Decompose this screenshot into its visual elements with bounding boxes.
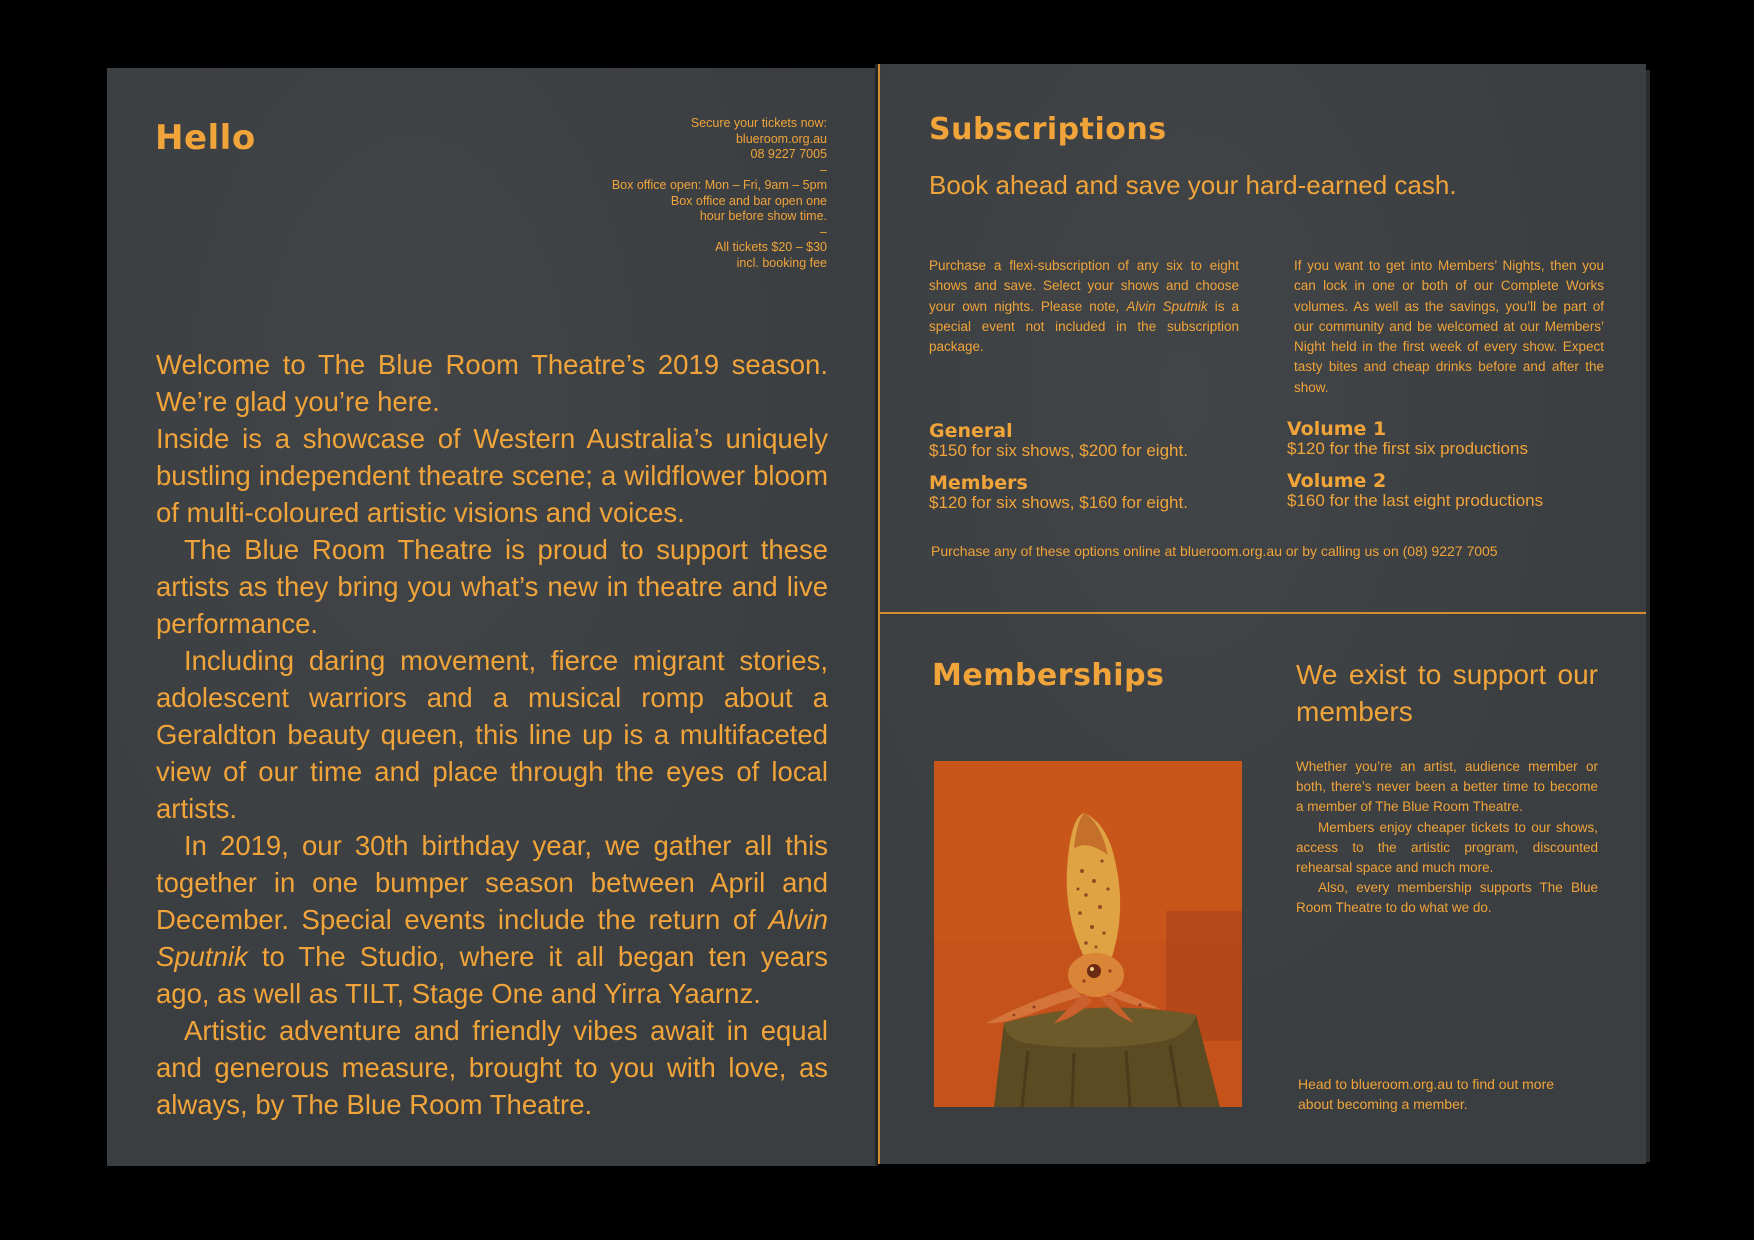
intro-paragraph: The Blue Room Theatre is proud to support these artists as they bring you what’s new in theatre and live performance. xyxy=(156,534,828,639)
ticket-price: All tickets $20 – $30 xyxy=(715,240,827,254)
intro-paragraph: Artistic adventure and friendly vibes await in equal and generous measure, brought to you with love, as always, by The Blue Room Theatre. xyxy=(156,1015,828,1120)
vertical-rule xyxy=(878,64,880,1164)
intro-paragraph: Including daring movement, fierce migrant stories, adolescent warriors and a musical romp about a Geraldton beauty queen, this line up is a multifaceted view of our time and place through the eyes of local artists. xyxy=(156,645,828,824)
intro-text-run: In 2019, our 30th birthday year, we gather all this together in one bumper season between April and December. Special events include the return of xyxy=(156,830,828,935)
ticket-info-line: Secure your tickets now: xyxy=(690,116,827,130)
box-office-hours: Box office open: Mon – Fri, 9am – 5pm xyxy=(611,178,827,192)
purchase-info: Purchase any of these options online at blueroom.org.au or by calling us on (08) 9227 7005 xyxy=(931,543,1498,559)
memberships-tagline: We exist to support our members xyxy=(1296,659,1598,727)
membership-cta: Head to blueroom.org.au to find out more about becoming a member. xyxy=(1298,1076,1555,1112)
option-price: $120 for the first six productions xyxy=(1287,439,1528,458)
subscriptions-description xyxy=(929,256,1239,357)
memberships-description xyxy=(1296,757,1598,919)
show-title: Alvin Sputnik xyxy=(156,904,828,972)
intro-paragraph: Welcome to The Blue Room Theatre’s 2019 season. We’re glad you’re here. xyxy=(156,349,828,417)
option-members xyxy=(929,473,1269,513)
section-divider xyxy=(878,612,1646,614)
intro-text xyxy=(156,346,828,1123)
page-title: Hello xyxy=(155,118,256,158)
website-link[interactable]: blueroom.org.au xyxy=(735,131,827,146)
ticket-info xyxy=(567,116,827,271)
bar-hours-line: hour before show time. xyxy=(699,209,827,223)
bar-hours-line: Box office and bar open one xyxy=(670,193,827,208)
intro-text-run: to The Studio, where it all began ten years ago, as well as TILT, Stage One and Yirra Yaarnz. xyxy=(156,941,828,1009)
divider-dash: – xyxy=(820,224,827,239)
option-name: Volume 2 xyxy=(1287,470,1387,492)
right-page xyxy=(878,64,1646,1164)
membership-paragraph: Members enjoy cheaper tickets to our shows, access to the artistic program, discounted rehearsal space and much more. xyxy=(1296,819,1598,876)
members-nights-description: If you want to get into Members’ Nights, then you can lock in one or both of our Complete Works volumes. As well as the savings, you’ll be part of our community and be welcomed at our Members’ Night held in the first week of every show. Expect tasty bites and cheap drinks before and after the show. xyxy=(1294,258,1604,395)
option-name: Members xyxy=(929,472,1028,494)
subscriptions-heading: Subscriptions xyxy=(929,112,1167,147)
membership-paragraph: Whether you’re an artist, audience member or both, there’s never been a better time to become a member of The Blue Room Theatre. xyxy=(1296,759,1598,815)
membership-paragraph: Also, every membership supports The Blue Room Theatre to do what we do. xyxy=(1296,880,1598,916)
show-title: Alvin Sputnik xyxy=(1126,298,1208,314)
squid-sculpture-illustration xyxy=(934,761,1242,1107)
intro-paragraph xyxy=(156,827,828,1012)
option-name: Volume 1 xyxy=(1287,418,1387,440)
description-run: is a special event not included in the subscription package. xyxy=(929,298,1240,355)
memberships-heading: Memberships xyxy=(932,658,1165,693)
squid-sculpture-photo xyxy=(934,761,1242,1107)
divider-dash: – xyxy=(820,162,827,177)
phone-number: 08 9227 7005 xyxy=(750,147,827,161)
option-price: $160 for the last eight productions xyxy=(1287,491,1544,510)
option-price: $120 for six shows, $160 for eight. xyxy=(929,493,1188,512)
description-run: Purchase a flexi-subscription of any six to eight shows and save. Select your shows and choose your own nights. Please note, xyxy=(929,258,1239,314)
option-volume-1 xyxy=(1287,419,1627,459)
option-volume-2 xyxy=(1287,471,1627,511)
option-general xyxy=(929,421,1269,461)
booking-fee-note: incl. booking fee xyxy=(736,255,827,270)
page-edge xyxy=(1646,70,1650,1162)
left-page xyxy=(107,68,875,1166)
option-price: $150 for six shows, $200 for eight. xyxy=(929,441,1188,460)
option-name: General xyxy=(929,420,1013,442)
subscriptions-tagline: Book ahead and save your hard-earned cash. xyxy=(929,170,1457,200)
intro-paragraph: Inside is a showcase of Western Australia’s uniquely bustling independent theatre scene; a wildflower bloom of multi-coloured artistic visions and voices. xyxy=(156,423,828,528)
